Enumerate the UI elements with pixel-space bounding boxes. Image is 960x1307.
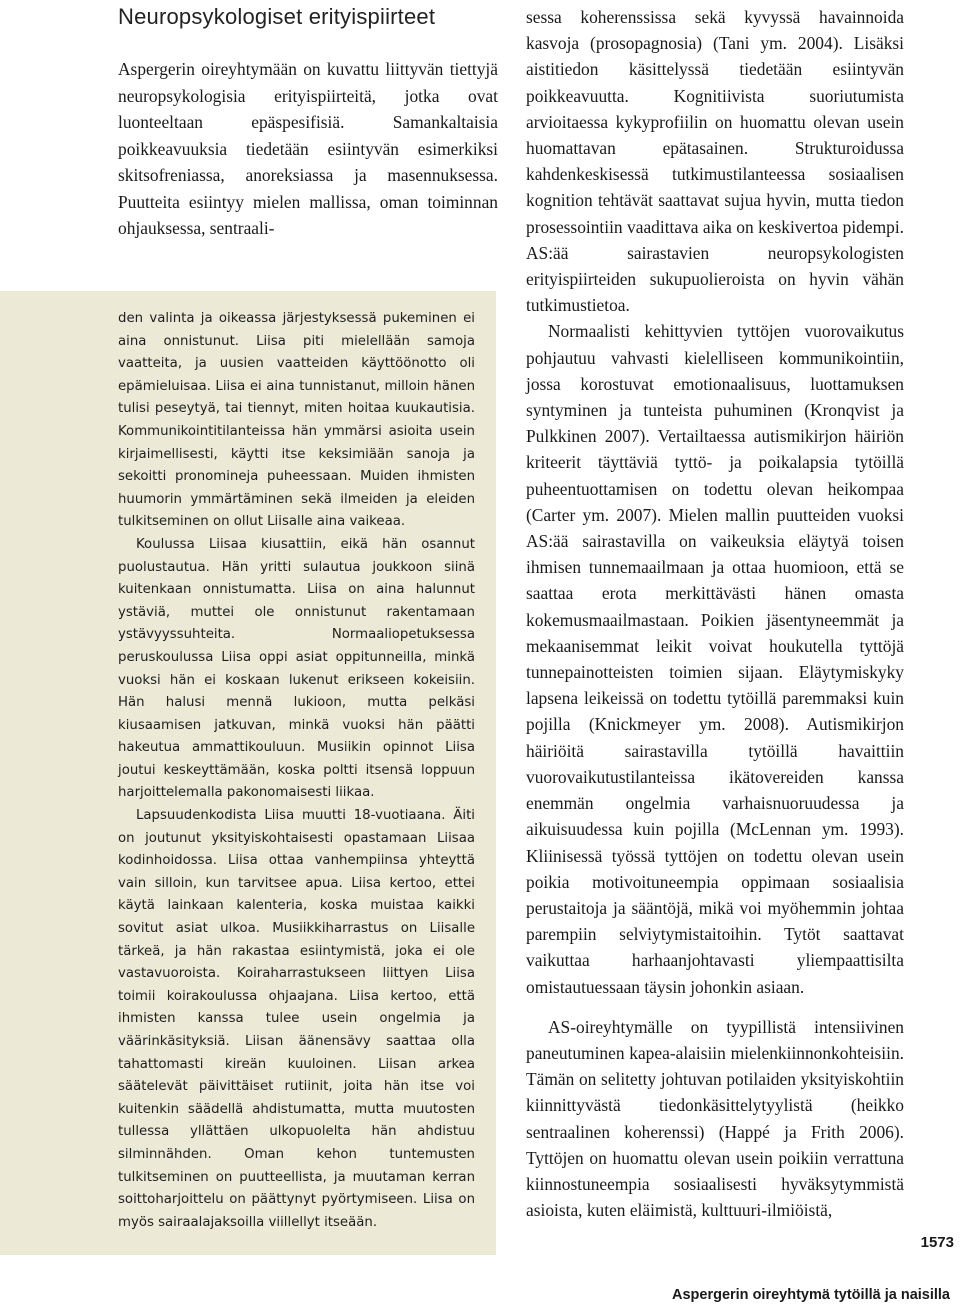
right-column — [526, 4, 904, 1223]
page-number: 1573 — [920, 1234, 954, 1251]
case-paragraph: Lapsuudenkodista Liisa muutti 18-vuotiaana. Äiti on joutunut yksityiskohtaisesti opastamaan Liisaa kodinhoidossa. Liisa ottaa vanhempiinsa yhteyttä vain silloin, kun tarvitsee apua. Liisa kertoo, ettei käytä lainkaan kalenteria, koska muistaa kaikki sovitut asiat ulkoa. Musiikkiharrastus on Liisalle tärkeä, ja hän rakastaa esiintymistä, joka ei ole vastavuoroista. Koiraharrastukseen liittyen Liisa toimii koirakoulussa ohjaajana. Liisa kertoo, että ihmisten kanssa tulee usein ongelmia ja väärinkäsityksiä. Liisan äänensävy saattaa olla tahattomasti kireän kuuloinen. Liisan arkea säätelevät päivittäiset rutiinit, joita hän itse voi kuitenkin säädellä ahdistumatta, mutta muutosten tullessa yllättäen ulkopuolelta hän ahdistuu silminnähden. Oman kehon tuntemusten tulkitseminen on puutteellista, ja muutaman kerran soittoharjoittelu on päättynyt pyörtymiseen. Liisa on myös sairaalajaksoilla viillellyt itseään. — [118, 808, 475, 1230]
right-column-paragraph: sessa koherenssissa sekä kyvyssä havainnoida kasvoja (prosopagnosia) (Tani ym. 2004). Lisäksi aistitiedon käsittelyssä tiedetään esiintyvän poikkeavuutta. Kognitiivista suoriutumista arvioitaessa kykyprofiilin on huomattu olevan usein huomattavan epätasainen. Strukturoidussa kahdenkeskisessä tutkimustilanteessa sosiaalisen kognition tehtävät saattavat sujua hyvin, mutta tiedon prosessointiin vaadittava aika on keskivertoa pidempi. AS:ää sairastavien neuropsykologisten erityispiirteiden sukupuolieroista on hyvin vähän tutkimustietoa. — [526, 7, 904, 316]
case-paragraph: den valinta ja oikeassa järjestyksessä pukeminen ei aina onnistunut. Liisa piti mielellään samoja vaatteita, ja uusien vaatteiden käyttöönotto oli epämieluisaa. Liisa ei aina tunnistanut, milloin hänen tulisi peseytyä, tai tiennyt, miten hoitaa kuukautisia. Kommunikointitilanteissa hän ymmärsi asioita usein kirjaimellisesti, käytti itse keksimiään sanoja ja sekoitti pronomineja puheessaan. Muiden ihmisten huumorin ymmärtäminen sekä ilmeiden ja eleiden tulkitseminen on ollut Liisalle aina vaikeaa. — [118, 311, 475, 530]
left-column — [118, 56, 498, 242]
section-heading: Neuropsykologiset erityispiirteet — [118, 4, 436, 29]
right-column-paragraph: AS-oireyhtymälle on tyypillistä intensiivinen paneutuminen kapea-alaisiin mielenkiinnonkohteisiin. Tämän on selitetty johtuvan potilaiden yksityiskohtiin kiinnittyvästä tiedonkäsittelytyylistä (heikko sentraalinen koherenssi) (Happé ja Frith 2006). Tyttöjen on huomattu olevan usein poikiin verrattuna kiinnostuneempia sosiaalisesti hyväksytymmistä asioista, kuten eläimistä, kulttuuri-ilmiöistä, — [526, 1016, 904, 1221]
running-footer: Aspergerin oireyhtymä tytöillä ja naisilla — [671, 1287, 950, 1303]
right-column-paragraph: Normaalisti kehittyvien tyttöjen vuorovaikutus pohjautuu vahvasti kielelliseen kommunikointiin, jossa korostuvat emotionaalisuus, luottamuksen syntyminen ja tunteista puhuminen (Kronqvist ja Pulkkinen 2007). Vertailtaessa autismikirjon häiriön kriteerit täyttäviä tyttö- ja poikalapsia tytöillä puheentuottamisen on todettu olevan heikompaa (Carter ym. 2007). Mielen mallin puutteiden vuoksi AS:ää sairastavilla on vaikeuksia eläytyä toisen ihmisen tunnemaailmaan ja ottaa huomioon, että se saattaa erota merkittävästi hänen omasta kokemusmaailmastaan. Poikien jäsentyneemmät ja mekaanisemmat leikit voivat houkutella tyttöjä tunnepainotteisten toimien sijaan. Eläytymiskyky lapsena leikeissä on todettu tytöillä paremmaksi kuin pojilla (Knickmeyer ym. 2008). Autismikirjon häiriöitä sairastavilla tytöillä havaittiin vuorovaikutustilanteissa ikätovereiden kanssa enemmän ongelmia varhaisnuoruudessa ja aikuisuudessa kuin pojilla (McLennan ym. 1993). Kliinisessä työssä tyttöjen on todettu olevan usein poikia motivoituneempia oppimaan sosiaalisia perustaitoja ja sääntöjä, mikä voi myöhemmin johtaa parempiin selviytymistaitoihin. Tytöt saattavat vaikuttaa harhaanjohtavasti yliempaattisilta omistautuessaan täysin johonkin asiaan. — [526, 321, 904, 997]
case-sidebar — [118, 308, 475, 1234]
left-column-paragraph: Aspergerin oireyhtymään on kuvattu liittyvän tiettyjä neuropsykologisia erityispiirteitä, jotka ovat luonteeltaan epäspesifisiä. Samankaltaisia poikkeavuuksia tiedetään esiintyvän esimerkiksi skitsofreniassa, anoreksiassa ja masennuksessa. Puutteita esiintyy mielen mallissa, oman toiminnan ohjauksessa, sentraali- — [118, 59, 498, 238]
case-paragraph: Koulussa Liisaa kiusattiin, eikä hän osannut puolustautua. Hän yritti sulautua joukkoon siinä kuitenkaan onnistumatta. Liisa on aina halunnut ystäviä, muttei ole onnistunut rakentamaan ystävyyssuhteita. Normaaliopetuksessa peruskoulussa Liisa oppi asiat oppitunneilla, minkä vuoksi hän ei koskaan lukenut erikseen kokeisiin. Hän halusi mennä lukioon, mutta pelkäsi kiusaamisen jatkuvan, minkä vuoksi hän päätti hakeutua ammattikouluun. Musiikin opinnot Liisa joutui keskeyttämään, koska poltti itsensä loppuun harjoittelemalla pakonomaisesti liikaa. — [118, 536, 475, 801]
